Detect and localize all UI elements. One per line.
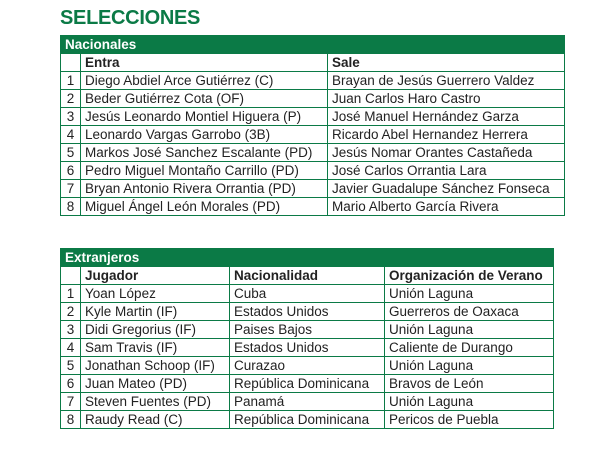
table-cell: Miguel Ángel León Morales (PD) <box>81 198 328 216</box>
index-header <box>61 54 81 72</box>
table-cell: Jesús Nomar Orantes Castañeda <box>328 144 565 162</box>
table-row <box>61 411 554 429</box>
table-cell: Leonardo Vargas Garrobo (3B) <box>81 126 328 144</box>
table-row <box>61 162 565 180</box>
row-number: 7 <box>61 180 81 198</box>
table-cell: Curazao <box>230 357 385 375</box>
table-cell: Kyle Martin (IF) <box>81 303 230 321</box>
table-cell: Juan Carlos Haro Castro <box>328 90 565 108</box>
table-cell: Unión Laguna <box>385 357 554 375</box>
table-cell: Sam Travis (IF) <box>81 339 230 357</box>
page-title: SELECCIONES <box>60 7 201 29</box>
table-cell: Pedro Miguel Montaño Carrillo (PD) <box>81 162 328 180</box>
table-row <box>61 72 565 90</box>
table-cell: Jesús Leonardo Montiel Higuera (P) <box>81 108 328 126</box>
table-cell: Javier Guadalupe Sánchez Fonseca <box>328 180 565 198</box>
table-row <box>61 198 565 216</box>
table-cell: Brayan de Jesús Guerrero Valdez <box>328 72 565 90</box>
table-row <box>61 144 565 162</box>
table-cell: Diego Abdiel Arce Gutiérrez (C) <box>81 72 328 90</box>
column-header: Organización de Verano <box>385 267 554 285</box>
section-label: Extranjeros <box>61 249 554 267</box>
row-number: 4 <box>61 126 81 144</box>
table-cell: Cuba <box>230 285 385 303</box>
table-cell: República Dominicana <box>230 375 385 393</box>
table-cell: Bryan Antonio Rivera Orrantia (PD) <box>81 180 328 198</box>
row-number: 3 <box>61 108 81 126</box>
row-number: 7 <box>61 393 81 411</box>
row-number: 8 <box>61 411 81 429</box>
row-number: 2 <box>61 303 81 321</box>
table-row <box>61 357 554 375</box>
table-row <box>61 339 554 357</box>
table-cell: José Carlos Orrantia Lara <box>328 162 565 180</box>
table-cell: Jonathan Schoop (IF) <box>81 357 230 375</box>
table-cell: Didi Gregorius (IF) <box>81 321 230 339</box>
table-row <box>61 303 554 321</box>
table-cell: Guerreros de Oaxaca <box>385 303 554 321</box>
table-cell: República Dominicana <box>230 411 385 429</box>
table-cell: Panamá <box>230 393 385 411</box>
table-cell: Mario Alberto García Rivera <box>328 198 565 216</box>
table-cell: Steven Fuentes (PD) <box>81 393 230 411</box>
table-cell: Bravos de León <box>385 375 554 393</box>
table-cell: Caliente de Durango <box>385 339 554 357</box>
table-row <box>61 285 554 303</box>
index-header <box>61 267 81 285</box>
table-cell: Juan Mateo (PD) <box>81 375 230 393</box>
table-row <box>61 180 565 198</box>
section-label: Nacionales <box>61 36 565 54</box>
row-number: 2 <box>61 90 81 108</box>
nacionales-table <box>60 35 565 216</box>
table-cell: Unión Laguna <box>385 285 554 303</box>
table-cell: Unión Laguna <box>385 393 554 411</box>
table-row <box>61 90 565 108</box>
column-header: Nacionalidad <box>230 267 385 285</box>
row-number: 3 <box>61 321 81 339</box>
table-cell: Paises Bajos <box>230 321 385 339</box>
table-cell: Raudy Read (C) <box>81 411 230 429</box>
table-cell: Pericos de Puebla <box>385 411 554 429</box>
column-header: Jugador <box>81 267 230 285</box>
table-row <box>61 393 554 411</box>
row-number: 6 <box>61 162 81 180</box>
table-cell: Unión Laguna <box>385 321 554 339</box>
row-number: 8 <box>61 198 81 216</box>
row-number: 5 <box>61 144 81 162</box>
table-row <box>61 126 565 144</box>
row-number: 4 <box>61 339 81 357</box>
row-number: 1 <box>61 285 81 303</box>
table-row <box>61 375 554 393</box>
row-number: 6 <box>61 375 81 393</box>
table-cell: José Manuel Hernández Garza <box>328 108 565 126</box>
table-row <box>61 108 565 126</box>
table-cell: Estados Unidos <box>230 303 385 321</box>
table-cell: Yoan López <box>81 285 230 303</box>
row-number: 5 <box>61 357 81 375</box>
table-cell: Estados Unidos <box>230 339 385 357</box>
column-header: Entra <box>81 54 328 72</box>
table-cell: Ricardo Abel Hernandez Herrera <box>328 126 565 144</box>
table-cell: Beder Gutiérrez Cota (OF) <box>81 90 328 108</box>
table-row <box>61 321 554 339</box>
column-header: Sale <box>328 54 565 72</box>
table-cell: Markos José Sanchez Escalante (PD) <box>81 144 328 162</box>
row-number: 1 <box>61 72 81 90</box>
extranjeros-table <box>60 248 554 429</box>
